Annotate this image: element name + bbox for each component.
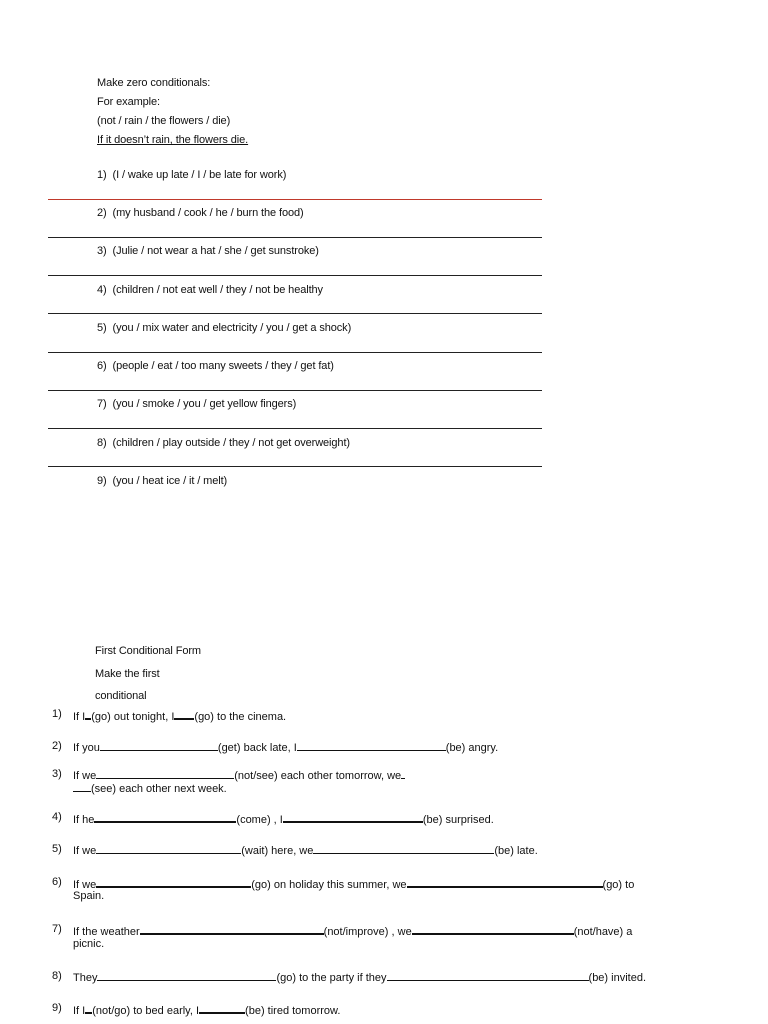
example-label: For example: <box>97 96 160 108</box>
instruction-line-1: Make the first <box>95 668 160 680</box>
first-item-5-number: 5) <box>52 843 62 855</box>
blank[interactable] <box>412 923 574 935</box>
first-item-8-number: 8) <box>52 970 62 982</box>
zero-item-5: 5) (you / mix water and electricity / you / get a shock) <box>97 322 352 334</box>
blank[interactable] <box>100 740 218 751</box>
zero-item-2: 2) (my husband / cook / he / burn the food) <box>97 207 304 219</box>
blank[interactable] <box>94 811 236 823</box>
first-item-6-cont: Spain. <box>73 890 105 902</box>
answer-line-7[interactable] <box>48 428 542 429</box>
zero-item-9: 9) (you / heat ice / it / melt) <box>97 475 228 487</box>
answer-line-3[interactable] <box>48 275 542 276</box>
blank[interactable] <box>174 708 194 720</box>
first-item-1: If I (go) out tonight, I (go) to the cinema. <box>73 708 286 723</box>
zero-item-7: 7) (you / smoke / you / get yellow fingers) <box>97 398 297 410</box>
first-item-2-number: 2) <box>52 740 62 752</box>
zero-item-8: 8) (children / play outside / they / not get overweight) <box>97 437 350 449</box>
first-item-4-number: 4) <box>52 811 62 823</box>
example-answer: If it doesn’t rain, the flowers die. <box>97 134 249 146</box>
section1-title: Make zero conditionals: <box>97 77 211 89</box>
example-prompt: (not / rain / the flowers / die) <box>97 115 231 127</box>
first-item-3-number: 3) <box>52 768 62 780</box>
blank[interactable] <box>96 843 241 854</box>
first-item-6-number: 6) <box>52 876 62 888</box>
blank[interactable] <box>283 811 423 823</box>
blank[interactable] <box>407 876 603 888</box>
instruction-line-2: conditional <box>95 690 147 702</box>
first-item-5: If we (wait) here, we (be) late. <box>73 845 538 857</box>
zero-item-6: 6) (people / eat / too many sweets / they / get fat) <box>97 360 334 372</box>
first-item-9-number: 9) <box>52 1002 62 1014</box>
first-item-1-number: 1) <box>52 708 62 720</box>
answer-line-8[interactable] <box>48 466 542 467</box>
blank[interactable] <box>401 768 405 779</box>
blank[interactable] <box>313 843 494 854</box>
first-item-9: If I (not/go) to bed early, I (be) tired tomorrow. <box>73 1002 340 1017</box>
first-item-4: If he (come) , I (be) surprised. <box>73 811 494 826</box>
blank[interactable] <box>96 768 234 779</box>
answer-line-5[interactable] <box>48 352 542 353</box>
blank[interactable] <box>96 876 251 888</box>
first-item-7: If the weather (not/improve) , we (not/have) a <box>73 923 632 938</box>
first-item-3: If we (not/see) each other tomorrow, we <box>73 768 405 782</box>
answer-line-4[interactable] <box>48 313 542 314</box>
zero-item-4: 4) (children / not eat well / they / not be healthy <box>97 284 323 296</box>
blank[interactable] <box>140 923 324 935</box>
first-item-8: They (go) to the party if they (be) invited. <box>73 972 647 984</box>
blank[interactable] <box>387 970 589 981</box>
answer-line-6[interactable] <box>48 390 542 391</box>
answer-line-1[interactable] <box>48 199 542 200</box>
first-item-3-cont: (see) each other next week. <box>73 781 227 795</box>
blank[interactable] <box>297 740 446 751</box>
blank[interactable] <box>73 781 91 792</box>
first-item-7-cont: picnic. <box>73 938 105 950</box>
answer-line-2[interactable] <box>48 237 542 238</box>
blank[interactable] <box>199 1002 245 1014</box>
first-item-2: If you (get) back late, I (be) angry. <box>73 742 499 754</box>
first-item-6: If we (go) on holiday this summer, we (go) to <box>73 876 634 891</box>
first-item-7-number: 7) <box>52 923 62 935</box>
blank[interactable] <box>97 970 276 981</box>
zero-item-3: 3) (Julie / not wear a hat / she / get sunstroke) <box>97 245 319 257</box>
section2-title: First Conditional Form <box>95 645 201 657</box>
zero-item-1: 1) (I / wake up late / I / be late for work) <box>97 169 287 181</box>
